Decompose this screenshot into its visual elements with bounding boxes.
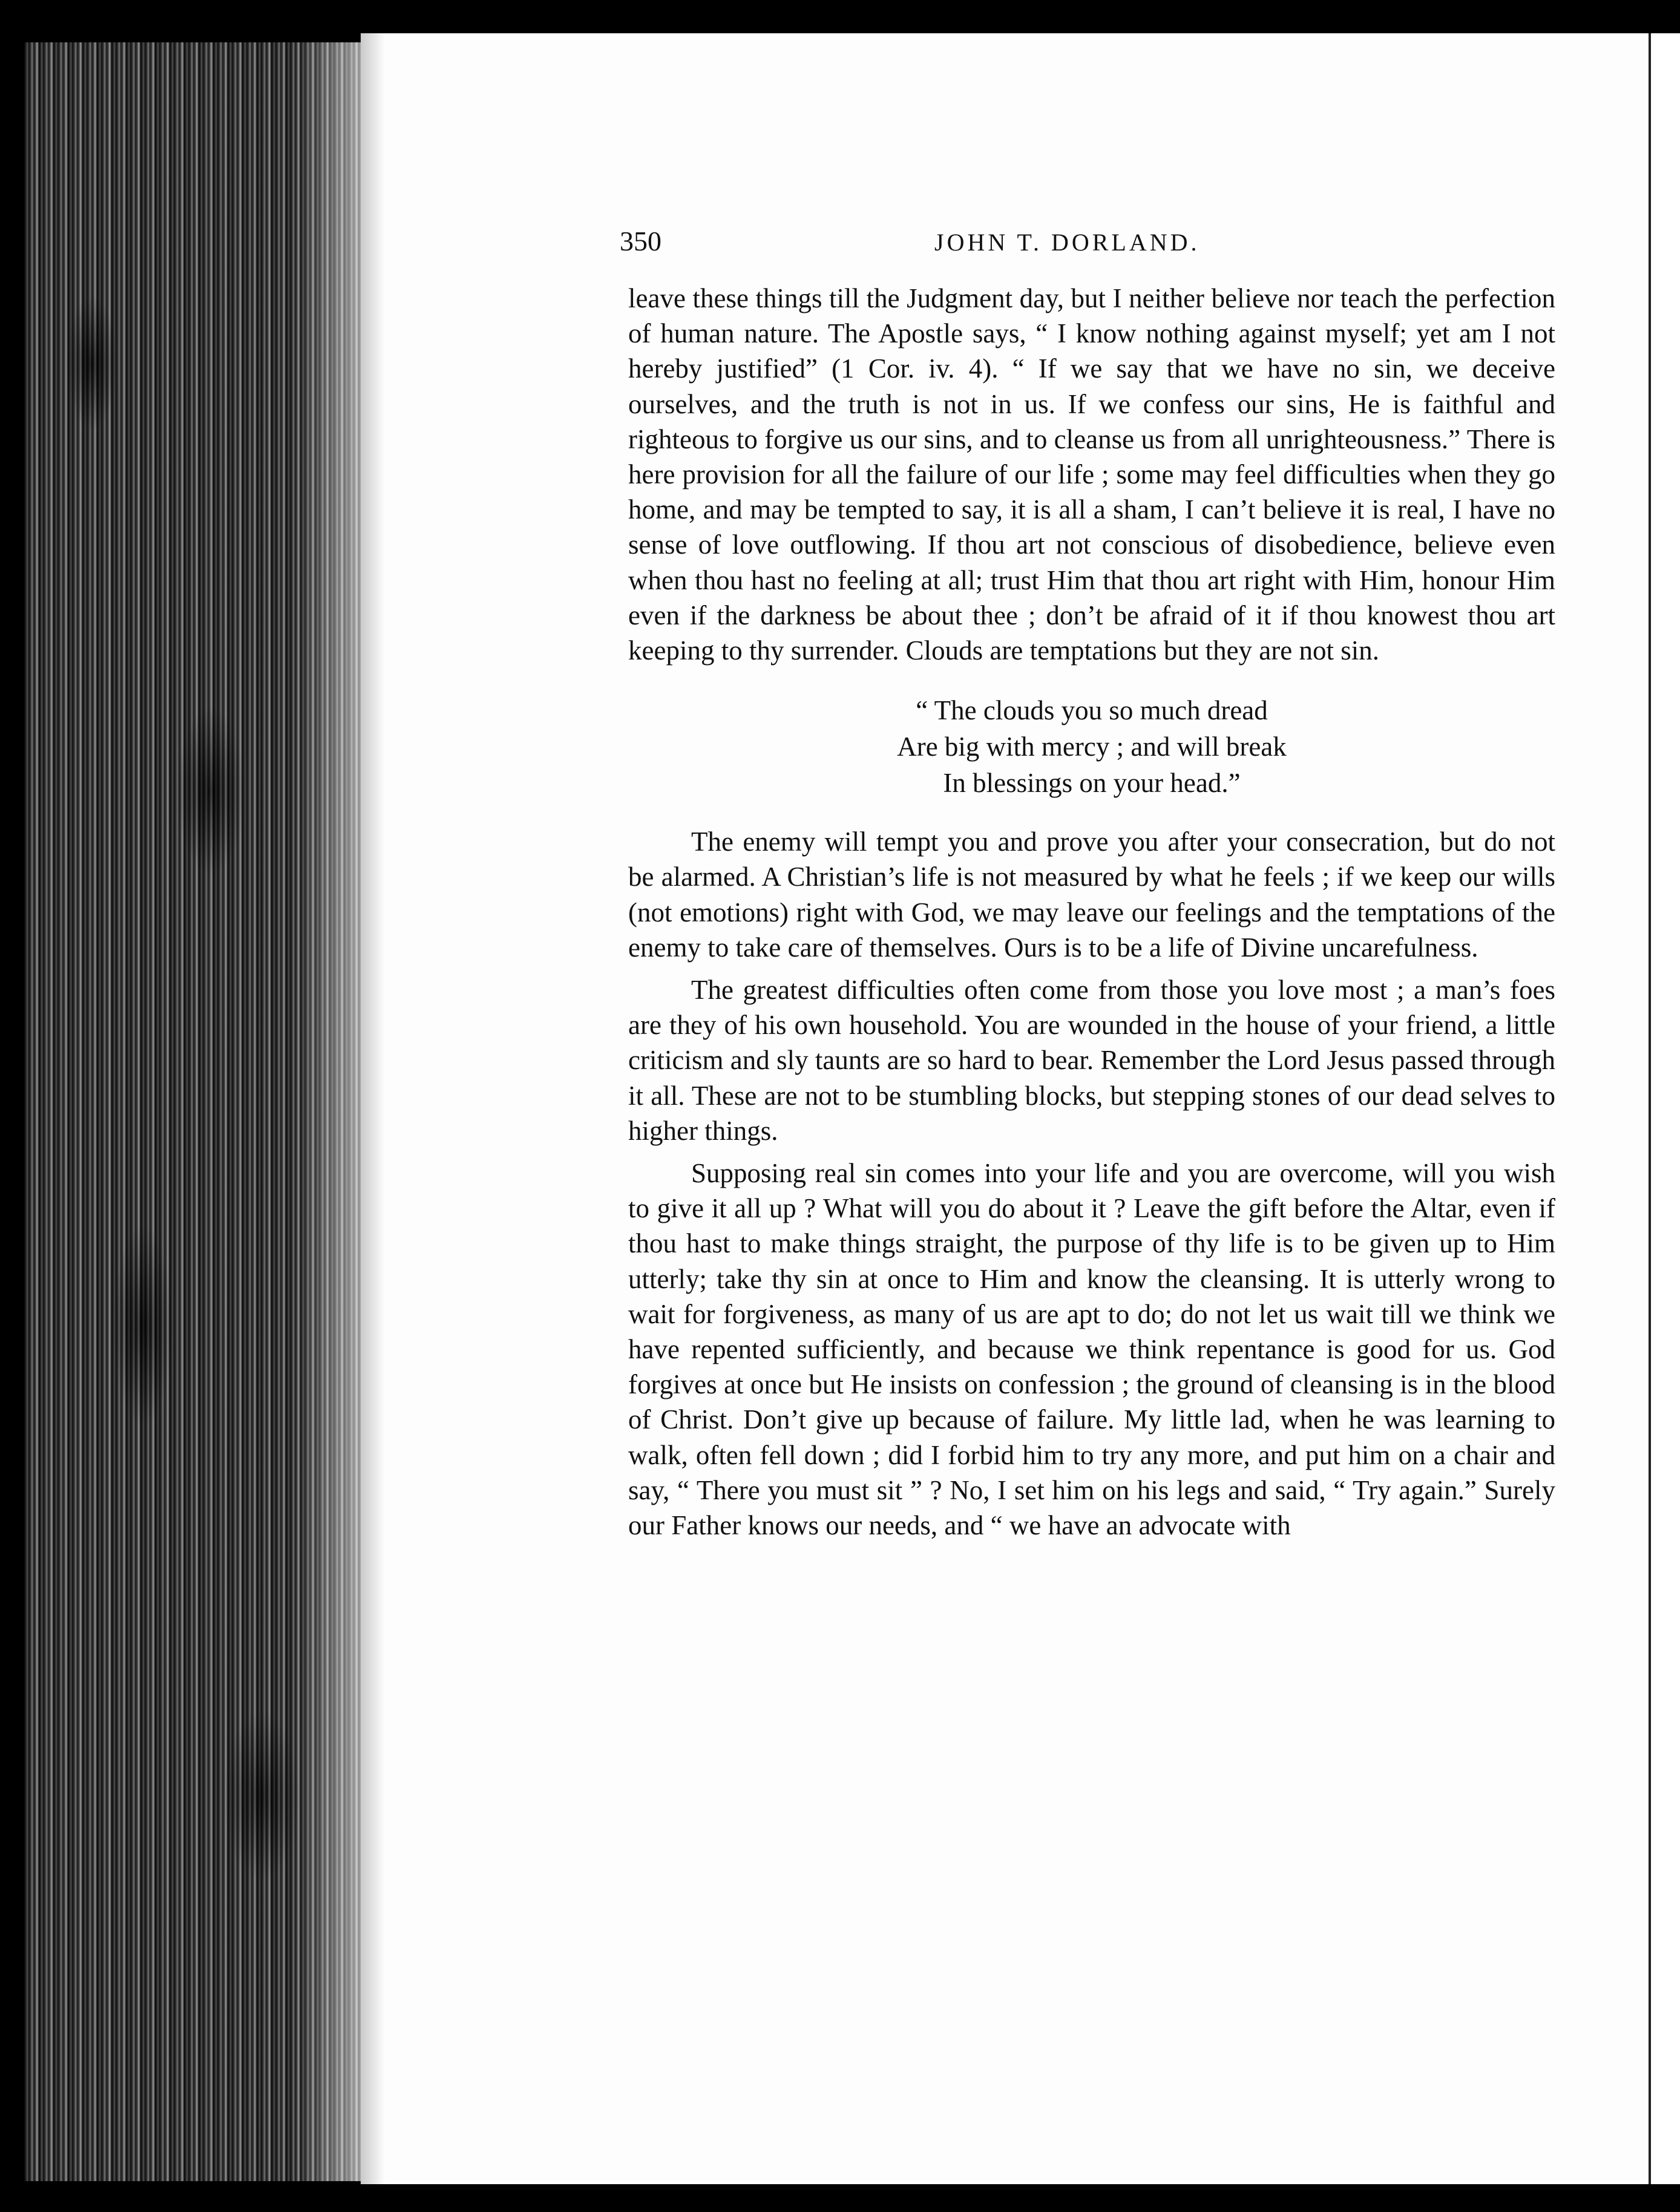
- verse-quote: [628, 692, 1555, 801]
- text-block: [620, 225, 1555, 1543]
- running-head: [620, 225, 1555, 267]
- running-title: JOHN T. DORLAND.: [934, 229, 1200, 256]
- paragraph: The greatest difficulties often come from those you love most ; a man’s foes are they of his own household. You are wounded in the house of your friend, a little criticism and sly taunts are so hard to bear. Remember the Lord Jesus passed through it all. These are not to be stumbling blocks, but stepping stones of our dead selves to higher things.: [628, 975, 1555, 1146]
- verse-line: In blessings on your head.”: [943, 768, 1241, 799]
- paragraph: The enemy will tempt you and prove you after your consecration, but do not be alarmed. A Christian’s life is not measured by what he feels ; if we keep our wills (not emotions) right with God, we may leave our feelings and the temptations of the enemy to take care of themselves. Ours is to be a life of Divine uncarefulness.: [628, 826, 1555, 963]
- verse-line: Are big with mercy ; and will break: [897, 731, 1287, 762]
- page-number: 350: [620, 226, 661, 257]
- right-page-edge: [1649, 33, 1680, 2184]
- paragraph: Supposing real sin comes into your life and you are overcome, will you wish to give it all up ? What will you do about it ? Leave the gift before the Altar, even if thou hast to make things straight, the purpose of thy life is to be given up to Him utterly; take thy sin at once to Him and know the cleansing. It is utterly wrong to wait for forgiveness, as many of us are apt to do; do not let us wait till we think we have repented sufficiently, and because we think repentance is good for us. God forgives at once but He insists on confession ; the ground of cleansing is in the blood of Christ. Don’t give up because of failure. My little lad, when he was learning to walk, often fell down ; did I forbid him to try any more, and put him on a chair and say, “ There you must sit ” ? No, I set him on his legs and said, “ Try again.” Surely our Father knows our needs, and “ we have an advocate with: [628, 1158, 1555, 1541]
- paragraph: leave these things till the Judgment day, but I neither believe nor teach the perfection of human nature. The Apostle says, “ I know nothing against myself; yet am I not hereby justified” (1 Cor. iv. 4). “ If we say that we have no sin, we deceive ourselves, and the truth is not in us. If we confess our sins, He is faithful and righteous to forgive us our sins, and to cleanse us from all unrighteousness.” There is here provision for all the failure of our life ; some may feel difficulties when they go home, and may be tempted to say, it is all a sham, I can’t believe it is real, I have no sense of love outflowing. If thou art not conscious of disobedience, believe even when thou hast no feeling at all; trust Him that thou art right with Him, honour Him even if the darkness be about thee ; don’t be afraid of it if thou knowest thou art keeping to thy surrender. Clouds are temptations but they are not sin.: [628, 283, 1555, 666]
- verse-line: “ The clouds you so much dread: [916, 695, 1268, 726]
- gutter-shadow: [361, 33, 385, 2184]
- page-edges: [24, 42, 363, 2181]
